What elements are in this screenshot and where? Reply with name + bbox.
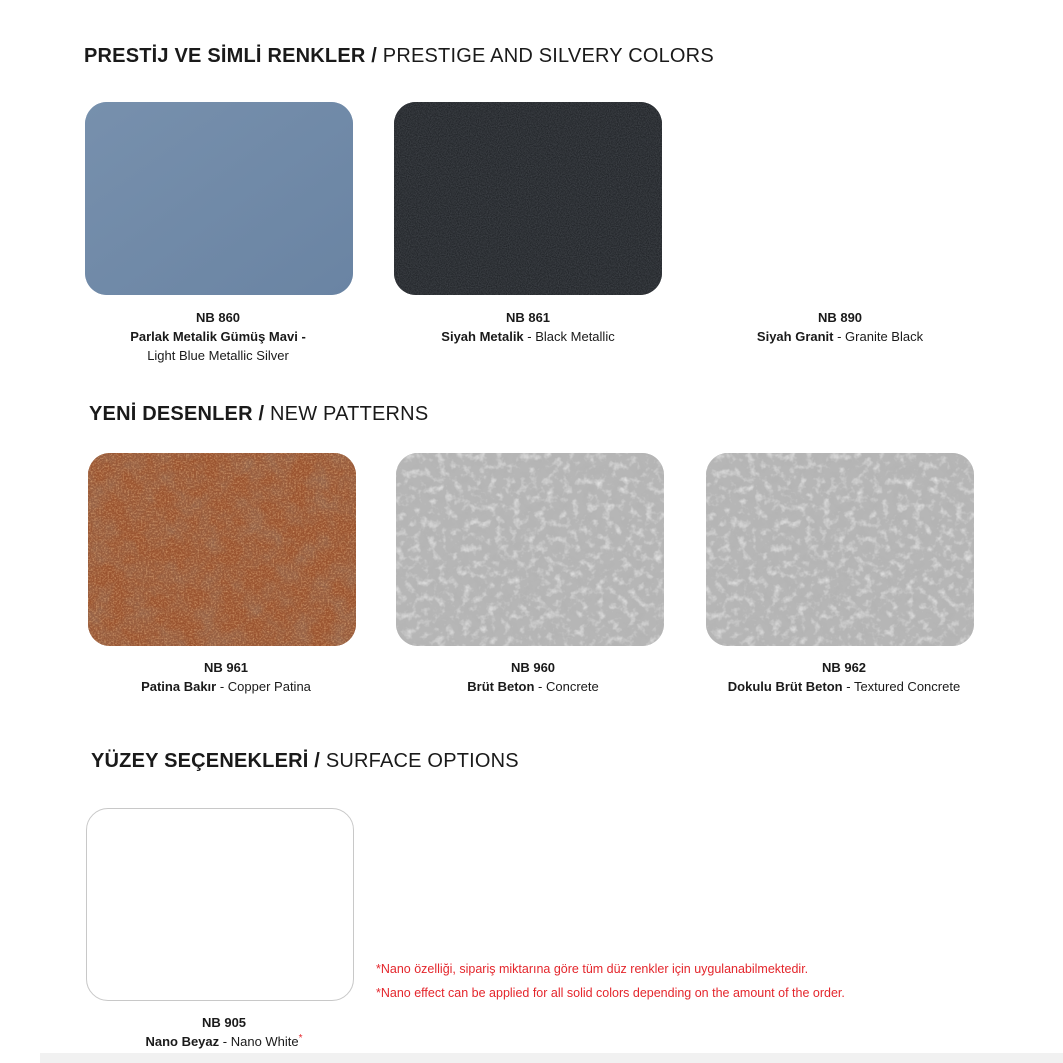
color-code: NB 960 bbox=[510, 660, 556, 675]
section-title-tr: YÜZEY SEÇENEKLERİ bbox=[91, 750, 309, 772]
caption-nb860 bbox=[68, 308, 368, 365]
color-name-en: Light Blue Metallic Silver bbox=[147, 348, 289, 363]
color-name-en: Concrete bbox=[545, 679, 599, 694]
color-code: NB 961 bbox=[203, 660, 249, 675]
color-name-separator: - bbox=[523, 329, 536, 344]
section-title-tr: PRESTİJ VE SİMLİ RENKLER bbox=[84, 45, 366, 67]
color-name-tr: Dokulu Brüt Beton bbox=[727, 679, 843, 694]
color-name-tr: Nano Beyaz bbox=[145, 1034, 220, 1049]
swatch-nb905 bbox=[86, 808, 354, 1001]
section-title-prestige bbox=[84, 45, 714, 68]
section-title-surface bbox=[91, 750, 519, 773]
swatch-nb961 bbox=[88, 453, 356, 646]
color-name-en: Copper Patina bbox=[227, 679, 311, 694]
caption-nb890 bbox=[690, 308, 990, 346]
footer-bar bbox=[40, 1053, 1063, 1063]
color-name-separator: - bbox=[216, 679, 228, 694]
section-title-patterns bbox=[89, 403, 428, 426]
color-name-en: Black Metallic bbox=[535, 329, 615, 344]
color-code: NB 962 bbox=[821, 660, 867, 675]
section-title-separator: / bbox=[365, 45, 383, 67]
swatch-nb860 bbox=[85, 102, 353, 295]
color-code: NB 890 bbox=[817, 310, 863, 325]
swatch-nb960 bbox=[396, 453, 664, 646]
color-name-separator: - bbox=[219, 1034, 231, 1049]
color-name-tr: Siyah Metalik bbox=[441, 329, 524, 344]
color-name-separator: - bbox=[534, 679, 546, 694]
color-name-en: Nano White bbox=[230, 1034, 299, 1049]
color-code: NB 860 bbox=[195, 310, 241, 325]
color-name-separator: - bbox=[833, 329, 846, 344]
caption-nb961 bbox=[76, 658, 376, 696]
asterisk-mark: * bbox=[298, 1033, 303, 1044]
color-code: NB 861 bbox=[505, 310, 551, 325]
color-name-tr: Patina Bakır bbox=[141, 679, 217, 694]
section-title-tr: YENİ DESENLER bbox=[89, 403, 253, 425]
caption-nb960 bbox=[383, 658, 683, 696]
color-name-tr: Parlak Metalik Gümüş Mavi - bbox=[130, 329, 306, 344]
caption-nb962 bbox=[694, 658, 994, 696]
caption-nb861 bbox=[378, 308, 678, 346]
section-title-separator: / bbox=[308, 750, 326, 772]
color-name-tr: Siyah Granit bbox=[756, 329, 834, 344]
caption-nb905 bbox=[74, 1013, 374, 1051]
section-title-en: SURFACE OPTIONS bbox=[325, 750, 519, 772]
color-name-separator: - bbox=[842, 679, 854, 694]
swatch-nb962 bbox=[706, 453, 974, 646]
nano-note-en: *Nano effect can be applied for all solid colors depending on the amount of the order. bbox=[376, 986, 845, 1000]
color-name-en: Textured Concrete bbox=[853, 679, 961, 694]
swatch-nb861 bbox=[394, 102, 662, 295]
color-name-en: Granite Black bbox=[845, 329, 924, 344]
nano-note-tr: *Nano özelliği, sipariş miktarına göre tüm düz renkler için uygulanabilmektedir. bbox=[376, 962, 809, 976]
color-code: NB 905 bbox=[201, 1015, 247, 1030]
section-title-separator: / bbox=[252, 403, 271, 425]
section-title-en: PRESTIGE AND SILVERY COLORS bbox=[382, 45, 714, 67]
color-name-tr: Brüt Beton bbox=[467, 679, 535, 694]
section-title-en: NEW PATTERNS bbox=[270, 403, 429, 425]
